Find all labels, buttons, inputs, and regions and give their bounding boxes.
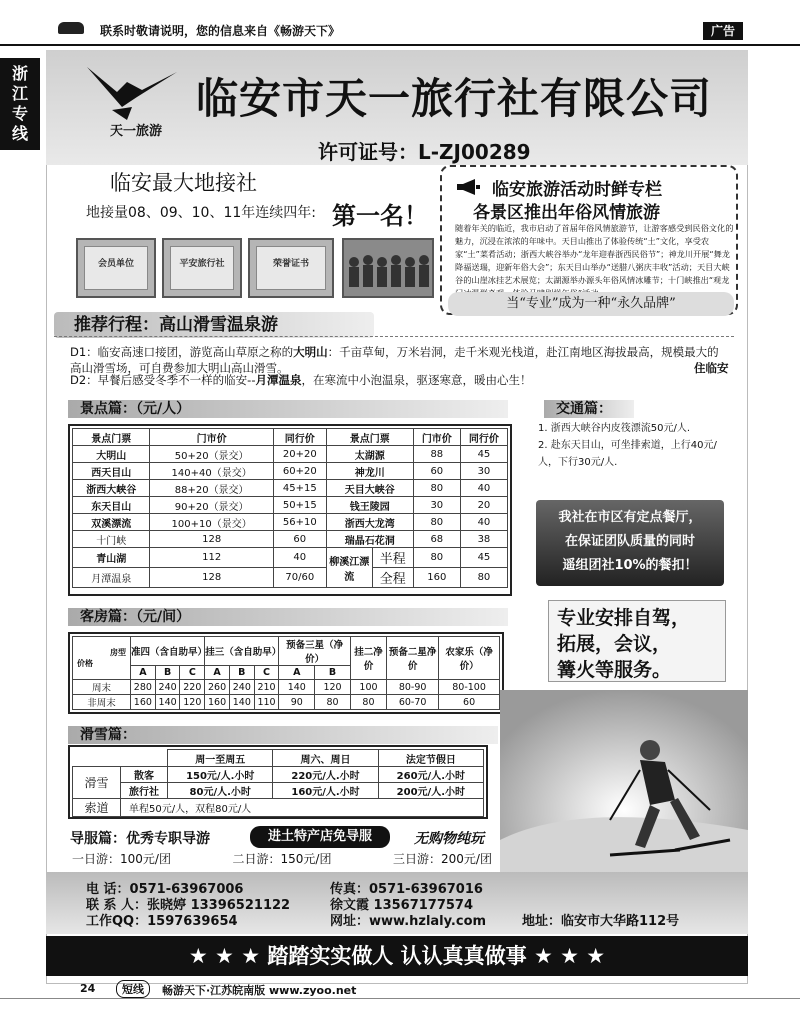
- cell: 112: [150, 548, 273, 568]
- cell: 60: [439, 695, 500, 710]
- col-header: 门市价: [413, 429, 460, 446]
- traffic-list: [538, 420, 728, 471]
- cell: 260元/人.小时: [378, 767, 483, 783]
- table-row: [73, 531, 508, 548]
- route-day1-text: ：千亩草甸，万米岩洞，走千米观光栈道，赴江南地区海拔最高，规模最大的高山滑雪场，可自费参加大明山高山滑雪。: [70, 345, 719, 375]
- cell: 210: [254, 680, 279, 695]
- contact-website[interactable]: 网址：www.hzlaly.com: [330, 914, 487, 929]
- cell: 80: [413, 514, 460, 531]
- col-header: B: [315, 666, 351, 680]
- col-header: A: [205, 666, 230, 680]
- cell: 140: [279, 680, 315, 695]
- contact-person-2: 徐文霞 13567177574: [330, 898, 474, 913]
- guide-price: 三日游：200元/团: [393, 852, 492, 866]
- list-item: 2. 赴东天目山，可坐排索道，上行40元/人，下行30元/人.: [538, 440, 717, 468]
- cell: 80: [315, 695, 351, 710]
- cell: 神龙川: [326, 463, 413, 480]
- col-header: A: [131, 666, 156, 680]
- cell: 80: [350, 695, 386, 710]
- ad-line: 篝火等服务。: [557, 659, 672, 681]
- motto-banner: ★ ★ ★ 踏踏实实做人 认认真真做事 ★ ★ ★: [46, 936, 748, 976]
- cell: 60: [273, 531, 326, 548]
- cell: 全程: [372, 568, 413, 588]
- side-tab: [0, 58, 40, 150]
- cell: 双溪漂流: [73, 514, 150, 531]
- route-day2-prefix: D2：早餐后感受冬季不一样的临安--: [70, 373, 256, 387]
- cell: 160: [205, 695, 230, 710]
- col-header: 法定节假日: [378, 750, 483, 767]
- cell: 青山湖: [73, 548, 150, 568]
- promo-title: 临安旅游活动时鲜专栏: [492, 180, 662, 200]
- page-number: 24: [80, 982, 96, 995]
- section-tag: 短线: [116, 980, 150, 998]
- services-ad: [548, 600, 726, 682]
- cell: 160元/人.小时: [273, 783, 378, 799]
- restaurant-ad: [536, 500, 724, 586]
- cell: 钱王陵园: [326, 497, 413, 514]
- col-header: B: [155, 666, 180, 680]
- ad-line: 拓展，会议，: [557, 633, 672, 655]
- company-name: 临安市天一旅行社有限公司: [196, 74, 713, 123]
- price-label: 价格: [77, 659, 93, 668]
- contact-fax: 传真：0571-63967016: [330, 882, 483, 897]
- footer-divider: [0, 998, 800, 999]
- skier-scene-icon: [500, 690, 748, 890]
- certificate-photo: [248, 238, 334, 298]
- cell: 20: [460, 497, 507, 514]
- cell: 周末: [73, 680, 131, 695]
- cell: 西天目山: [73, 463, 150, 480]
- table-row: [73, 695, 500, 710]
- col-header: B: [229, 666, 254, 680]
- cell: 160: [131, 695, 156, 710]
- col-header: 挂三（含自助早）: [205, 637, 279, 666]
- col-header: 同行价: [273, 429, 326, 446]
- cell: 滑雪: [73, 767, 121, 799]
- list-item: 1. 浙西大峡谷内皮筏漂流50元/人.: [538, 423, 690, 434]
- table-row: [73, 680, 500, 695]
- intro-subline: 地接量08、09、10、11年连续四年:: [86, 205, 316, 221]
- cell: 60: [413, 463, 460, 480]
- top-bar-text: 联系时敬请说明，您的信息来自《畅游天下》: [100, 24, 341, 38]
- intro-highlight: 第一名！: [332, 202, 428, 230]
- rooms-header: 客房篇：（元/间）: [68, 608, 508, 626]
- side-tab-label: 浙江专线: [11, 64, 28, 143]
- megaphone-icon: [455, 178, 481, 196]
- magazine-logo-icon: [58, 22, 84, 34]
- cell: 东天目山: [73, 497, 150, 514]
- cell: 索道: [73, 799, 121, 817]
- footer-text: 畅游天下·江苏皖南版 www.zyoo.net: [162, 984, 357, 997]
- table-row: [73, 783, 484, 799]
- col-header: 预备三星（净价）: [279, 637, 350, 666]
- guide-title: 导服篇：优秀专职导游: [70, 831, 210, 847]
- ski-table: [68, 745, 488, 819]
- cell: 160: [413, 568, 460, 588]
- cell: 38: [460, 531, 507, 548]
- col-header: 周六、周日: [273, 750, 378, 767]
- photo-caption: 平安旅行社: [179, 259, 225, 269]
- cell: 十门峡: [73, 531, 150, 548]
- cell: 半程: [372, 548, 413, 568]
- col-header: 门市价: [150, 429, 273, 446]
- blank-corner: [73, 750, 168, 767]
- promo-body: 随着年关的临近，我市启动了首届年俗风情旅游节，让游客感受到民俗文化的魅力，沉浸在浓浓的年味中。天目山推出了体验传统“土”文化，享受农家“土”菜肴活动；浙西大峡谷举办“龙年迎春浙西民俗节”；神龙川开展“舞龙降福送瑞，迎新年俗大会”；东天目山举办“送腊八粥庆丰收”活动；天目大峡谷的山崖冰挂艺术展览；太湖源举办源头年俗风情冰雕节；十门峡推出“观龙: [455, 223, 734, 285]
- cell: 220: [180, 680, 205, 695]
- cell: 120: [180, 695, 205, 710]
- cell: 150元/人.小时: [168, 767, 273, 783]
- route-day2: [70, 372, 730, 388]
- photo-caption: 荣誉证书: [272, 259, 309, 269]
- traffic-header: 交通篇：: [544, 400, 634, 418]
- col-header: A: [279, 666, 315, 680]
- cell: 140+40（景交）: [150, 463, 273, 480]
- cell: 88+20（景交）: [150, 480, 273, 497]
- table-row: [73, 548, 508, 568]
- cell: 80: [460, 568, 507, 588]
- table-row: [73, 497, 508, 514]
- cell: 280: [131, 680, 156, 695]
- intro-headline: 临安最大地接社: [110, 171, 257, 195]
- contact-qq: 工作QQ：1597639654: [86, 914, 238, 929]
- cell: 80元/人.小时: [168, 783, 273, 799]
- cell: 60+20: [273, 463, 326, 480]
- guide-slogan: 无购物纯玩: [414, 831, 484, 847]
- room-label: 房型: [110, 648, 126, 657]
- cell: 60-70: [387, 695, 439, 710]
- ski-header: 滑雪篇：: [68, 726, 498, 744]
- cell: 100+10（景交）: [150, 514, 273, 531]
- contact-phone: 电 话：0571-63967006: [86, 882, 244, 897]
- cell: 100: [350, 680, 386, 695]
- divider: [54, 336, 734, 337]
- guide-price: 一日游：100元/团: [72, 852, 171, 866]
- col-header: 农家乐（净价）: [439, 637, 500, 680]
- cell: 浙西大龙湾: [326, 514, 413, 531]
- cell: 40: [460, 480, 507, 497]
- table-row: [73, 480, 508, 497]
- cell: 月潭温泉: [73, 568, 150, 588]
- table-row: [73, 767, 484, 783]
- cell: 90: [279, 695, 315, 710]
- ad-line: 在保证团队质量的同时: [564, 534, 695, 549]
- cell: 单程50元/人，双程80元/人: [121, 799, 484, 817]
- cell: 90+20（景交）: [150, 497, 273, 514]
- col-header: 挂二净价: [350, 637, 386, 680]
- cell: 散客: [121, 767, 168, 783]
- cell: 45: [460, 446, 507, 463]
- ad-line: 专业安排自驾，: [557, 607, 691, 629]
- cell: 240: [155, 680, 180, 695]
- cell: 140: [155, 695, 180, 710]
- guide-price: 二日游：150元/团: [232, 852, 332, 866]
- cell: 瑞晶石花洞: [326, 531, 413, 548]
- cell: 30: [413, 497, 460, 514]
- table-row: [73, 514, 508, 531]
- cell: 50+15: [273, 497, 326, 514]
- guide-prices: [72, 850, 492, 867]
- cell: 140: [229, 695, 254, 710]
- footer: [0, 980, 800, 1000]
- room-price-header: [73, 637, 131, 680]
- table-row: [73, 446, 508, 463]
- ad-line: 我社在市区有定点餐厅，: [558, 510, 702, 525]
- table-row: [73, 799, 484, 817]
- cell: 太湖源: [326, 446, 413, 463]
- promo-subtitle: 各景区推出年俗风情旅游: [473, 203, 660, 223]
- certificate-photo: [76, 238, 156, 298]
- cell: 80: [413, 548, 460, 568]
- photo-caption: 会员单位: [97, 259, 134, 269]
- route-day1-stay: 住临安: [694, 361, 729, 375]
- cell: 70/60: [273, 568, 326, 588]
- col-header: 景点门票: [73, 429, 150, 446]
- table-row: [73, 463, 508, 480]
- rooms-table: [68, 632, 504, 714]
- cell: 80-90: [387, 680, 439, 695]
- col-header: 预备二星净价: [387, 637, 439, 680]
- route-title: 推荐行程：高山滑雪温泉游: [54, 312, 374, 338]
- cell: 柳溪江漂流: [326, 548, 372, 588]
- spots-header: 景点篇：（元/人）: [68, 400, 508, 418]
- route-day1-prefix: D1：临安高速口接团，游览高山草原之称的: [70, 345, 294, 359]
- cell: 80-100: [439, 680, 500, 695]
- cell: 110: [254, 695, 279, 710]
- cell: 45: [460, 548, 507, 568]
- cell: 40: [460, 514, 507, 531]
- group-people-icon: [344, 240, 432, 296]
- spots-table: [68, 424, 512, 596]
- route-day1-spot: 大明山: [293, 345, 328, 359]
- cell: 20+20: [273, 446, 326, 463]
- cell: 旅行社: [121, 783, 168, 799]
- logo-text: 天一旅游: [110, 124, 163, 139]
- cell: 浙西大峡谷: [73, 480, 150, 497]
- cell: 260: [205, 680, 230, 695]
- cell: 天目大峡谷: [326, 480, 413, 497]
- certificate-photo: [162, 238, 242, 298]
- contact-address: 地址：临安市大华路112号: [522, 914, 680, 929]
- contact-person-1: 联 系 人：张晓婷 13396521122: [86, 898, 291, 913]
- cell: 200元/人.小时: [378, 783, 483, 799]
- cell: 88: [413, 446, 460, 463]
- cell: 240: [229, 680, 254, 695]
- col-header: 同行价: [460, 429, 507, 446]
- guide-badge: 进土特产店免导服: [250, 826, 390, 848]
- ad-line: 遥组团社10%的餐扣！: [562, 558, 698, 573]
- col-header: 周一至周五: [168, 750, 273, 767]
- license-number: 许可证号：L-ZJ00289: [318, 140, 531, 164]
- cell: 80: [413, 480, 460, 497]
- ad-tag: 广告: [703, 22, 743, 40]
- cell: 30: [460, 463, 507, 480]
- cell: 40: [273, 548, 326, 568]
- cell: 大明山: [73, 446, 150, 463]
- cell: 50+20（景交）: [150, 446, 273, 463]
- route-day2-spot: 月潭温泉: [255, 373, 302, 387]
- cell: 128: [150, 568, 273, 588]
- cell: 56+10: [273, 514, 326, 531]
- swallow-logo-icon: [82, 62, 182, 122]
- cell: 45+15: [273, 480, 326, 497]
- cell: 120: [315, 680, 351, 695]
- cell: 220元/人.小时: [273, 767, 378, 783]
- col-header: 景点门票: [326, 429, 413, 446]
- route-day2-text: ，在寒流中小泡温泉，驱逐寒意，暖由心生！: [301, 373, 532, 387]
- promo-slogan: 当“专业”成为一种“永久品牌”: [448, 292, 734, 316]
- group-photo: [342, 238, 434, 298]
- col-header: 准四（含自助早）: [131, 637, 205, 666]
- col-header: C: [254, 666, 279, 680]
- cell: 非周末: [73, 695, 131, 710]
- table-row: [73, 568, 508, 588]
- cell: 128: [150, 531, 273, 548]
- cell: 68: [413, 531, 460, 548]
- col-header: C: [180, 666, 205, 680]
